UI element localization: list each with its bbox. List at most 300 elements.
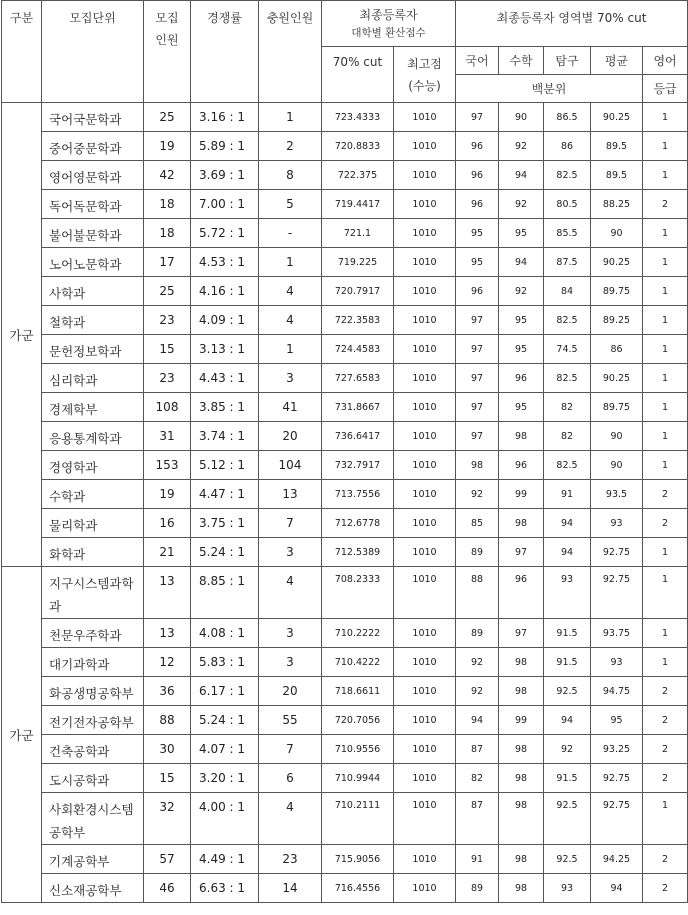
english-grade: 1 xyxy=(643,103,688,132)
unit-name: 노어노문학과 xyxy=(42,248,144,277)
cut70-score: 710.9944 xyxy=(322,764,394,793)
table-row xyxy=(2,874,688,903)
korean-percentile: 97 xyxy=(456,306,499,335)
competition-rate: 6.63 : 1 xyxy=(191,874,259,903)
header-percentile: 백분위 xyxy=(456,75,643,103)
max-score: 1010 xyxy=(394,277,456,306)
added-count: 7 xyxy=(259,735,322,764)
inquiry-percentile: 86.5 xyxy=(544,103,591,132)
added-count: 1 xyxy=(259,103,322,132)
english-grade: 2 xyxy=(643,764,688,793)
korean-percentile: 89 xyxy=(456,874,499,903)
header-english-l2: 등급 xyxy=(643,75,688,103)
inquiry-percentile: 92.5 xyxy=(544,793,591,845)
unit-name: 화공생명공학부 xyxy=(42,677,144,706)
max-score: 1010 xyxy=(394,393,456,422)
table-row xyxy=(2,509,688,538)
english-grade: 2 xyxy=(643,190,688,219)
average-percentile: 90.25 xyxy=(591,364,643,393)
korean-percentile: 96 xyxy=(456,190,499,219)
math-percentile: 99 xyxy=(499,480,544,509)
competition-rate: 4.49 : 1 xyxy=(191,845,259,874)
math-percentile: 97 xyxy=(499,538,544,567)
added-count: 2 xyxy=(259,132,322,161)
max-score: 1010 xyxy=(394,161,456,190)
unit-name: 사회환경시스템공학부 xyxy=(42,793,144,845)
quota: 13 xyxy=(144,567,191,619)
competition-rate: 3.16 : 1 xyxy=(191,103,259,132)
table-row xyxy=(2,480,688,509)
korean-percentile: 91 xyxy=(456,845,499,874)
quota: 21 xyxy=(144,538,191,567)
max-score: 1010 xyxy=(394,219,456,248)
header-quota-line1: 모집 xyxy=(155,11,179,25)
added-count: 1 xyxy=(259,248,322,277)
unit-name: 수학과 xyxy=(42,480,144,509)
quota: 108 xyxy=(144,393,191,422)
inquiry-percentile: 80.5 xyxy=(544,190,591,219)
table-row xyxy=(2,619,688,648)
inquiry-percentile: 84 xyxy=(544,277,591,306)
korean-percentile: 97 xyxy=(456,103,499,132)
korean-percentile: 92 xyxy=(456,677,499,706)
english-grade: 1 xyxy=(643,538,688,567)
quota: 12 xyxy=(144,648,191,677)
inquiry-percentile: 93 xyxy=(544,567,591,619)
korean-percentile: 92 xyxy=(456,648,499,677)
english-grade: 1 xyxy=(643,393,688,422)
table-row xyxy=(2,132,688,161)
table-row xyxy=(2,648,688,677)
average-percentile: 89.25 xyxy=(591,306,643,335)
table-row xyxy=(2,764,688,793)
english-grade: 1 xyxy=(643,219,688,248)
quota: 25 xyxy=(144,103,191,132)
max-score: 1010 xyxy=(394,422,456,451)
added-count: 55 xyxy=(259,706,322,735)
english-grade: 1 xyxy=(643,567,688,619)
average-percentile: 92.75 xyxy=(591,567,643,619)
math-percentile: 98 xyxy=(499,764,544,793)
table-row xyxy=(2,735,688,764)
added-count: 20 xyxy=(259,422,322,451)
math-percentile: 96 xyxy=(499,364,544,393)
max-score: 1010 xyxy=(394,793,456,845)
average-percentile: 88.25 xyxy=(591,190,643,219)
average-percentile: 90 xyxy=(591,219,643,248)
unit-name: 건축공학과 xyxy=(42,735,144,764)
competition-rate: 5.72 : 1 xyxy=(191,219,259,248)
quota: 31 xyxy=(144,422,191,451)
korean-percentile: 87 xyxy=(456,735,499,764)
cut70-score: 720.7917 xyxy=(322,277,394,306)
cut70-score: 724.4583 xyxy=(322,335,394,364)
cut70-score: 722.3583 xyxy=(322,306,394,335)
added-count: 3 xyxy=(259,538,322,567)
table-row xyxy=(2,364,688,393)
cut70-score: 716.4556 xyxy=(322,874,394,903)
english-grade: 1 xyxy=(643,161,688,190)
korean-percentile: 87 xyxy=(456,793,499,845)
max-score: 1010 xyxy=(394,567,456,619)
average-percentile: 93 xyxy=(591,648,643,677)
average-percentile: 93.25 xyxy=(591,735,643,764)
cut70-score: 718.6611 xyxy=(322,677,394,706)
added-count: 41 xyxy=(259,393,322,422)
table-row xyxy=(2,845,688,874)
header-rate: 경쟁률 xyxy=(191,1,259,103)
english-grade: 2 xyxy=(643,509,688,538)
inquiry-percentile: 91 xyxy=(544,480,591,509)
math-percentile: 96 xyxy=(499,567,544,619)
header-unit: 모집단위 xyxy=(42,1,144,103)
header-math: 수학 xyxy=(499,47,544,75)
table-row xyxy=(2,335,688,364)
english-grade: 2 xyxy=(643,480,688,509)
math-percentile: 92 xyxy=(499,132,544,161)
unit-name: 심리학과 xyxy=(42,364,144,393)
quota: 19 xyxy=(144,132,191,161)
competition-rate: 7.00 : 1 xyxy=(191,190,259,219)
added-count: 4 xyxy=(259,277,322,306)
english-grade: 1 xyxy=(643,422,688,451)
math-percentile: 98 xyxy=(499,422,544,451)
english-grade: 1 xyxy=(643,451,688,480)
max-score: 1010 xyxy=(394,648,456,677)
inquiry-percentile: 82.5 xyxy=(544,451,591,480)
average-percentile: 86 xyxy=(591,335,643,364)
competition-rate: 8.85 : 1 xyxy=(191,567,259,619)
inquiry-percentile: 82.5 xyxy=(544,161,591,190)
added-count: 8 xyxy=(259,161,322,190)
inquiry-percentile: 82.5 xyxy=(544,364,591,393)
unit-name: 철학과 xyxy=(42,306,144,335)
header-area: 최종등록자 영역별 70% cut xyxy=(456,1,688,47)
inquiry-percentile: 94 xyxy=(544,509,591,538)
added-count: 13 xyxy=(259,480,322,509)
math-percentile: 94 xyxy=(499,161,544,190)
max-score: 1010 xyxy=(394,874,456,903)
inquiry-percentile: 86 xyxy=(544,132,591,161)
average-percentile: 94.25 xyxy=(591,845,643,874)
korean-percentile: 97 xyxy=(456,364,499,393)
max-score: 1010 xyxy=(394,764,456,793)
max-score: 1010 xyxy=(394,132,456,161)
math-percentile: 95 xyxy=(499,306,544,335)
quota: 17 xyxy=(144,248,191,277)
table-row xyxy=(2,161,688,190)
quota: 19 xyxy=(144,480,191,509)
table-row xyxy=(2,393,688,422)
english-grade: 2 xyxy=(643,706,688,735)
unit-name: 중어중문학과 xyxy=(42,132,144,161)
admission-results-table xyxy=(1,0,688,903)
math-percentile: 98 xyxy=(499,648,544,677)
added-count: 14 xyxy=(259,874,322,903)
added-count: 4 xyxy=(259,306,322,335)
added-count: 3 xyxy=(259,619,322,648)
english-grade: 2 xyxy=(643,735,688,764)
inquiry-percentile: 92.5 xyxy=(544,845,591,874)
competition-rate: 3.20 : 1 xyxy=(191,764,259,793)
added-count: 3 xyxy=(259,364,322,393)
added-count: 7 xyxy=(259,509,322,538)
competition-rate: 4.47 : 1 xyxy=(191,480,259,509)
quota: 30 xyxy=(144,735,191,764)
average-percentile: 90.25 xyxy=(591,248,643,277)
quota: 23 xyxy=(144,306,191,335)
unit-name: 기계공학부 xyxy=(42,845,144,874)
competition-rate: 3.74 : 1 xyxy=(191,422,259,451)
math-percentile: 96 xyxy=(499,451,544,480)
unit-name: 독어독문학과 xyxy=(42,190,144,219)
english-grade: 2 xyxy=(643,845,688,874)
average-percentile: 93.5 xyxy=(591,480,643,509)
table-row xyxy=(2,677,688,706)
header-max xyxy=(394,47,456,103)
added-count: 4 xyxy=(259,793,322,845)
inquiry-percentile: 82 xyxy=(544,422,591,451)
average-percentile: 90 xyxy=(591,422,643,451)
competition-rate: 4.16 : 1 xyxy=(191,277,259,306)
korean-percentile: 97 xyxy=(456,393,499,422)
quota: 23 xyxy=(144,364,191,393)
math-percentile: 95 xyxy=(499,219,544,248)
korean-percentile: 92 xyxy=(456,480,499,509)
english-grade: 1 xyxy=(643,619,688,648)
unit-name: 천문우주학과 xyxy=(42,619,144,648)
average-percentile: 89.75 xyxy=(591,277,643,306)
average-percentile: 93.75 xyxy=(591,619,643,648)
math-percentile: 98 xyxy=(499,845,544,874)
quota: 13 xyxy=(144,619,191,648)
competition-rate: 4.09 : 1 xyxy=(191,306,259,335)
competition-rate: 4.08 : 1 xyxy=(191,619,259,648)
group-cell: 가군 xyxy=(2,567,42,903)
cut70-score: 710.2222 xyxy=(322,619,394,648)
math-percentile: 98 xyxy=(499,509,544,538)
competition-rate: 5.89 : 1 xyxy=(191,132,259,161)
table-row xyxy=(2,706,688,735)
added-count: 6 xyxy=(259,764,322,793)
cut70-score: 731.8667 xyxy=(322,393,394,422)
table-row xyxy=(2,248,688,277)
cut70-score: 710.4222 xyxy=(322,648,394,677)
unit-name: 신소재공학부 xyxy=(42,874,144,903)
average-percentile: 90 xyxy=(591,451,643,480)
table-row xyxy=(2,567,688,619)
math-percentile: 98 xyxy=(499,793,544,845)
korean-percentile: 95 xyxy=(456,248,499,277)
competition-rate: 5.12 : 1 xyxy=(191,451,259,480)
competition-rate: 6.17 : 1 xyxy=(191,677,259,706)
unit-name: 불어불문학과 xyxy=(42,219,144,248)
korean-percentile: 96 xyxy=(456,132,499,161)
korean-percentile: 98 xyxy=(456,451,499,480)
cut70-score: 712.6778 xyxy=(322,509,394,538)
max-score: 1010 xyxy=(394,480,456,509)
inquiry-percentile: 92 xyxy=(544,735,591,764)
math-percentile: 94 xyxy=(499,248,544,277)
cut70-score: 710.2111 xyxy=(322,793,394,845)
unit-name: 도시공학과 xyxy=(42,764,144,793)
english-grade: 1 xyxy=(643,335,688,364)
competition-rate: 3.69 : 1 xyxy=(191,161,259,190)
average-percentile: 94.75 xyxy=(591,677,643,706)
average-percentile: 92.75 xyxy=(591,793,643,845)
math-percentile: 92 xyxy=(499,277,544,306)
inquiry-percentile: 74.5 xyxy=(544,335,591,364)
quota: 18 xyxy=(144,190,191,219)
max-score: 1010 xyxy=(394,619,456,648)
math-percentile: 98 xyxy=(499,874,544,903)
math-percentile: 98 xyxy=(499,677,544,706)
cut70-score: 736.6417 xyxy=(322,422,394,451)
cut70-score: 712.5389 xyxy=(322,538,394,567)
max-score: 1010 xyxy=(394,538,456,567)
max-score: 1010 xyxy=(394,677,456,706)
unit-name: 경영학과 xyxy=(42,451,144,480)
added-count: 20 xyxy=(259,677,322,706)
header-average: 평균 xyxy=(591,47,643,75)
unit-name: 영어영문학과 xyxy=(42,161,144,190)
unit-name: 전기전자공학부 xyxy=(42,706,144,735)
header-max-line2: (수능) xyxy=(408,79,441,93)
header-final xyxy=(322,1,456,47)
average-percentile: 89.5 xyxy=(591,161,643,190)
table-row xyxy=(2,277,688,306)
english-grade: 1 xyxy=(643,132,688,161)
max-score: 1010 xyxy=(394,364,456,393)
max-score: 1010 xyxy=(394,103,456,132)
header-cut70: 70% cut xyxy=(322,47,394,103)
quota: 25 xyxy=(144,277,191,306)
header-max-line1: 최고점 xyxy=(407,57,442,71)
cut70-score: 720.7056 xyxy=(322,706,394,735)
math-percentile: 95 xyxy=(499,393,544,422)
added-count: 5 xyxy=(259,190,322,219)
inquiry-percentile: 94 xyxy=(544,538,591,567)
quota: 32 xyxy=(144,793,191,845)
max-score: 1010 xyxy=(394,706,456,735)
header-group: 구분 xyxy=(2,1,42,103)
unit-name: 지구시스템과학과 xyxy=(42,567,144,619)
inquiry-percentile: 87.5 xyxy=(544,248,591,277)
english-grade: 1 xyxy=(643,648,688,677)
header-final-line2: 대학별 환산점수 xyxy=(351,27,426,39)
unit-name: 문헌정보학과 xyxy=(42,335,144,364)
quota: 36 xyxy=(144,677,191,706)
competition-rate: 4.53 : 1 xyxy=(191,248,259,277)
korean-percentile: 89 xyxy=(456,619,499,648)
korean-percentile: 95 xyxy=(456,219,499,248)
unit-name: 응용통계학과 xyxy=(42,422,144,451)
math-percentile: 98 xyxy=(499,735,544,764)
english-grade: 1 xyxy=(643,248,688,277)
quota: 18 xyxy=(144,219,191,248)
table-row xyxy=(2,793,688,845)
added-count: 3 xyxy=(259,648,322,677)
max-score: 1010 xyxy=(394,509,456,538)
unit-name: 사학과 xyxy=(42,277,144,306)
korean-percentile: 82 xyxy=(456,764,499,793)
unit-name: 화학과 xyxy=(42,538,144,567)
competition-rate: 4.43 : 1 xyxy=(191,364,259,393)
cut70-score: 719.4417 xyxy=(322,190,394,219)
cut70-score: 713.7556 xyxy=(322,480,394,509)
korean-percentile: 97 xyxy=(456,422,499,451)
cut70-score: 727.6583 xyxy=(322,364,394,393)
added-count: - xyxy=(259,219,322,248)
unit-name: 국어국문학과 xyxy=(42,103,144,132)
inquiry-percentile: 91.5 xyxy=(544,764,591,793)
korean-percentile: 96 xyxy=(456,277,499,306)
max-score: 1010 xyxy=(394,451,456,480)
cut70-score: 723.4333 xyxy=(322,103,394,132)
math-percentile: 95 xyxy=(499,335,544,364)
header-added: 충원인원 xyxy=(259,1,322,103)
cut70-score: 710.9556 xyxy=(322,735,394,764)
competition-rate: 3.13 : 1 xyxy=(191,335,259,364)
cut70-score: 715.9056 xyxy=(322,845,394,874)
unit-name: 대기과학과 xyxy=(42,648,144,677)
competition-rate: 5.24 : 1 xyxy=(191,706,259,735)
english-grade: 1 xyxy=(643,793,688,845)
unit-name: 물리학과 xyxy=(42,509,144,538)
added-count: 23 xyxy=(259,845,322,874)
quota: 16 xyxy=(144,509,191,538)
max-score: 1010 xyxy=(394,190,456,219)
math-percentile: 99 xyxy=(499,706,544,735)
inquiry-percentile: 94 xyxy=(544,706,591,735)
quota: 46 xyxy=(144,874,191,903)
header-quota xyxy=(144,1,191,103)
table-row xyxy=(2,422,688,451)
added-count: 4 xyxy=(259,567,322,619)
math-percentile: 92 xyxy=(499,190,544,219)
header-english-l1: 영어 xyxy=(643,47,688,75)
max-score: 1010 xyxy=(394,335,456,364)
cut70-score: 722.375 xyxy=(322,161,394,190)
quota: 15 xyxy=(144,764,191,793)
inquiry-percentile: 93 xyxy=(544,874,591,903)
average-percentile: 92.75 xyxy=(591,538,643,567)
inquiry-percentile: 92.5 xyxy=(544,677,591,706)
korean-percentile: 85 xyxy=(456,509,499,538)
english-grade: 1 xyxy=(643,277,688,306)
average-percentile: 89.5 xyxy=(591,132,643,161)
quota: 57 xyxy=(144,845,191,874)
added-count: 1 xyxy=(259,335,322,364)
english-grade: 2 xyxy=(643,677,688,706)
table-row xyxy=(2,190,688,219)
competition-rate: 5.83 : 1 xyxy=(191,648,259,677)
table-row xyxy=(2,538,688,567)
added-count: 104 xyxy=(259,451,322,480)
korean-percentile: 94 xyxy=(456,706,499,735)
average-percentile: 93 xyxy=(591,509,643,538)
cut70-score: 720.8833 xyxy=(322,132,394,161)
cut70-score: 719.225 xyxy=(322,248,394,277)
inquiry-percentile: 91.5 xyxy=(544,648,591,677)
quota: 15 xyxy=(144,335,191,364)
max-score: 1010 xyxy=(394,735,456,764)
unit-name: 경제학부 xyxy=(42,393,144,422)
cut70-score: 732.7917 xyxy=(322,451,394,480)
english-grade: 2 xyxy=(643,874,688,903)
average-percentile: 95 xyxy=(591,706,643,735)
quota: 42 xyxy=(144,161,191,190)
